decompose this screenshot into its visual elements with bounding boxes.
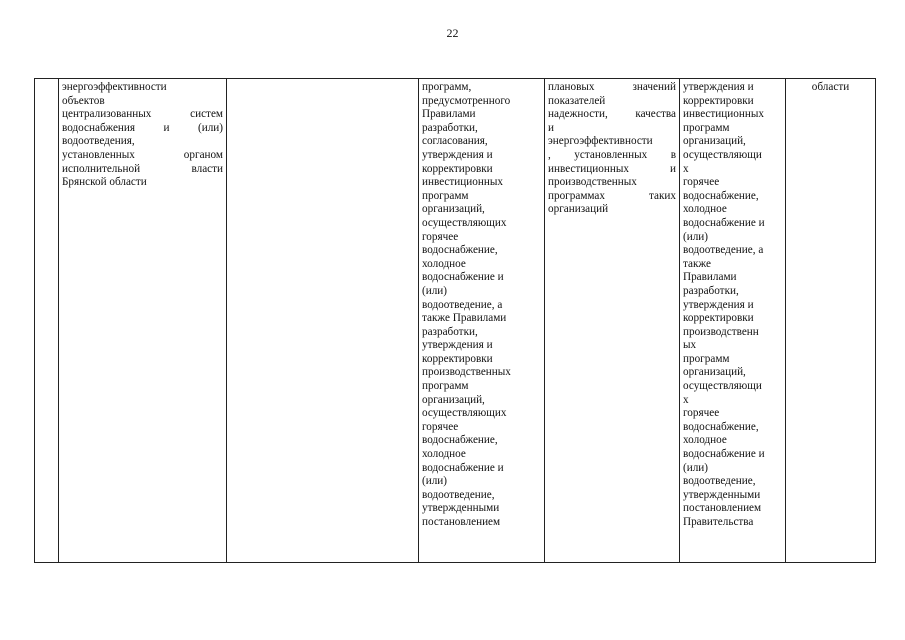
text-line: программ xyxy=(683,121,730,134)
text-line: предусмотренного xyxy=(422,94,511,107)
text-line: организаций xyxy=(548,203,609,216)
text-line: х xyxy=(683,162,689,175)
text-line: разработки, xyxy=(683,284,739,297)
text-line: программ xyxy=(422,380,469,393)
text-line: холодное xyxy=(683,434,727,447)
text-line: инвестиционных xyxy=(683,108,764,121)
text-line: водоснабжение, xyxy=(422,434,498,447)
text-line: показателей xyxy=(548,94,606,107)
cell-regulation xyxy=(419,79,545,563)
text-line: Брянской области xyxy=(62,176,147,189)
text-line: водоснабжение и xyxy=(683,216,765,229)
text-line: энергоэффективности xyxy=(548,135,653,148)
cell-approval xyxy=(680,79,786,563)
document-table xyxy=(34,78,876,563)
text-line: энергоэффективности xyxy=(62,81,167,93)
cell-empty xyxy=(227,79,419,563)
text-line: (или) xyxy=(683,461,709,474)
text-line: водоотведение, xyxy=(683,475,756,488)
text-line: утвержденными xyxy=(683,488,761,501)
text-line: программ xyxy=(422,189,469,202)
text-line: корректировки xyxy=(422,352,493,365)
text-line: горячее xyxy=(422,420,459,433)
text-line: водоснабжение, xyxy=(683,189,759,202)
text-line: Правительства xyxy=(683,516,754,528)
planned-values-text xyxy=(548,81,676,217)
text-line: холодное xyxy=(683,203,727,216)
text-line: постановлением xyxy=(683,502,762,515)
text-line: холодное xyxy=(422,257,466,270)
text-line: постановлением xyxy=(422,516,501,528)
text-line: разработки, xyxy=(422,121,478,134)
text-line: ых xyxy=(683,339,697,352)
text-line: корректировки xyxy=(683,94,754,107)
text-line: водоснабжение, xyxy=(422,244,498,257)
text-line: разработки, xyxy=(422,325,478,338)
text-line: осуществляющи xyxy=(683,148,762,161)
text-line: осуществляющих xyxy=(422,407,507,420)
text-line: водоснабжение и xyxy=(422,271,504,284)
text-line: горячее xyxy=(683,176,720,189)
text-line: установленных органом xyxy=(62,148,223,161)
cell-indicator-name xyxy=(59,79,227,563)
text-line: и xyxy=(548,121,554,134)
text-line: программах таких xyxy=(548,189,676,202)
text-line: водоотведение, а xyxy=(422,298,503,311)
text-line: программ xyxy=(683,352,730,365)
text-line: утверждения и xyxy=(422,148,493,161)
page-number: 22 xyxy=(446,26,459,40)
text-line: водоотведения, xyxy=(62,135,135,148)
text-line: Правилами xyxy=(683,271,737,284)
text-line: водоснабжения и (или) xyxy=(62,121,223,134)
table-row xyxy=(35,79,876,563)
text-line: централизованных систем xyxy=(62,108,223,121)
text-line: согласования, xyxy=(422,135,488,148)
text-line: программ, xyxy=(422,81,472,93)
text-line: организаций, xyxy=(422,393,485,406)
text-line: горячее xyxy=(422,230,459,243)
text-line: (или) xyxy=(422,284,448,297)
text-line: осуществляющи xyxy=(683,380,762,393)
text-line: утвержденными xyxy=(422,502,500,515)
text-line: надежности, качества xyxy=(548,108,676,121)
text-line: корректировки xyxy=(422,162,493,175)
regulation-text xyxy=(422,81,541,530)
text-line: также Правилами xyxy=(422,312,507,325)
text-line: производственных xyxy=(548,176,637,189)
text-line: организаций, xyxy=(683,135,746,148)
text-line: горячее xyxy=(683,407,720,420)
text-line: инвестиционных и xyxy=(548,162,676,175)
text-line: производственн xyxy=(683,325,759,338)
text-line: водоотведение, а xyxy=(683,244,764,257)
text-line: водоснабжение и xyxy=(683,448,765,461)
text-line: производственных xyxy=(422,366,511,379)
text-line: утверждения и xyxy=(683,298,754,311)
cell-region: области xyxy=(786,79,876,563)
indicator-name-text xyxy=(62,81,223,190)
text-line: инвестиционных xyxy=(422,176,503,189)
approval-text xyxy=(683,81,782,530)
text-line: также xyxy=(683,257,711,270)
text-line: Правилами xyxy=(422,108,476,121)
text-line: плановых значений xyxy=(548,81,676,93)
text-line: осуществляющих xyxy=(422,216,507,229)
text-line: водоснабжение, xyxy=(683,420,759,433)
text-line: (или) xyxy=(683,230,709,243)
text-line: объектов xyxy=(62,94,105,107)
text-line: водоотведение, xyxy=(422,488,495,501)
text-line: корректировки xyxy=(683,312,754,325)
text-line: водоснабжение и xyxy=(422,461,504,474)
cell-number xyxy=(35,79,59,563)
text-line: организаций, xyxy=(683,366,746,379)
text-line: организаций, xyxy=(422,203,485,216)
text-line: х xyxy=(683,393,689,406)
text-line: холодное xyxy=(422,448,466,461)
cell-planned-values xyxy=(545,79,680,563)
text-line: , установленных в xyxy=(548,148,676,161)
text-line: (или) xyxy=(422,475,448,488)
text-line: утверждения и xyxy=(422,339,493,352)
text-line: утверждения и xyxy=(683,81,754,93)
text-line: исполнительной власти xyxy=(62,162,223,175)
